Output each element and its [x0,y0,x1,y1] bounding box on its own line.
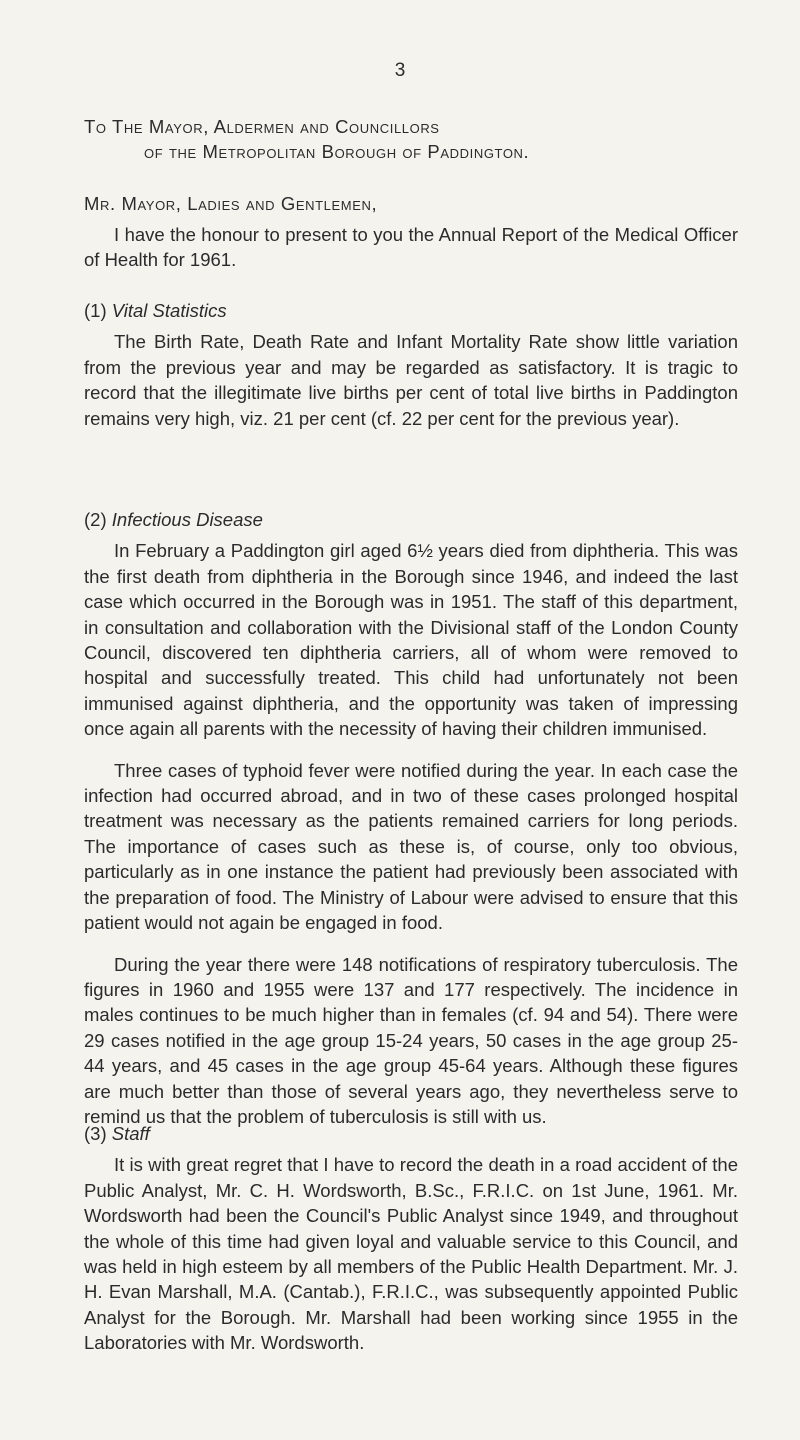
section-number: (3) [84,1123,107,1144]
section-title: Staff [111,1123,150,1144]
paragraph: Three cases of typhoid fever were notified during the year. In each case the infection had occurred abroad, and in two of these cases prolonged hospital treatment was necessary as the patients remained carriers for long periods. The importance of cases such as these is, of course, only too obvious, particularly as in one instance the patient had previously been associated with the preparation of food. The Ministry of Labour were advised to ensure that this patient would not again be engaged in food. [84,759,738,934]
section-number: (1) [84,300,107,321]
intro-paragraph: I have the honour to present to you the Annual Report of the Medical Officer of Health for 1961. [84,224,738,271]
section-title: Vital Statistics [111,300,227,321]
section-heading [84,507,738,532]
paragraph: In February a Paddington girl aged 6½ years died from diphtheria. This was the first death from diphtheria in the Borough since 1946, and indeed the last case which occurred in the Borough was in 1951. The staff of this department, in consultation and collaboration with the Divisional staff of the London County Council, discovered ten diphtheria carriers, all of whom were removed to hospital and successfully treated. This child had unfortunately not been immunised against diphtheria, and the opportunity was taken of impressing once again all parents with the necessity of having their children immunised. [84,540,738,740]
section-infectious-disease [84,507,738,1129]
paragraph: It is with great regret that I have to record the death in a road accident of the Public Analyst, Mr. C. H. Wordsworth, B.Sc., F.R.I.C. on 1st June, 1961. Mr. Wordsworth had been the Council's Public Analyst since 1949, and throughout the whole of this time had given loyal and valuable service to this Council, and was held in high esteem by all members of the Public Health Department. Mr. J. H. Evan Marshall, M.A. (Cantab.), F.R.I.C., was subsequently appointed Public Analyst for the Borough. Mr. Marshall had been working since 1955 in the Laboratories with Mr. Wordsworth. [84,1154,738,1354]
page-number: 3 [394,60,406,81]
section-vital-statistics [84,298,738,431]
section-heading [84,298,738,323]
address-block [84,114,738,165]
section-staff [84,1121,738,1356]
address-line-1: To The Mayor, Aldermen and Councillors [84,116,440,137]
address-line-2: of the Metropolitan Borough of Paddington. [144,141,530,163]
salutation: Mr. Mayor, Ladies and Gentlemen, [84,193,378,214]
section-number: (2) [84,509,107,530]
paragraph: The Birth Rate, Death Rate and Infant Mortality Rate show little variation from the previous year and may be regarded as satisfactory. It is tragic to record that the illegitimate live births per cent of total live births in Paddington remains very high, viz. 21 per cent (cf. 22 per cent for the previous year). [84,331,738,429]
paragraph: During the year there were 148 notifications of respiratory tuberculosis. The figures in 1960 and 1955 were 137 and 177 respectively. The incidence in males continues to be much higher than in females (cf. 94 and 54). There were 29 cases notified in the age group 15-24 years, 50 cases in the age group 25-44 years, and 45 cases in the age group 45-64 years. Although these figures are much better than those of several years ago, they nevertheless serve to remind us that the problem of tuberculosis is still with us. [84,953,738,1127]
section-heading [84,1121,738,1146]
section-title: Infectious Disease [111,509,263,530]
